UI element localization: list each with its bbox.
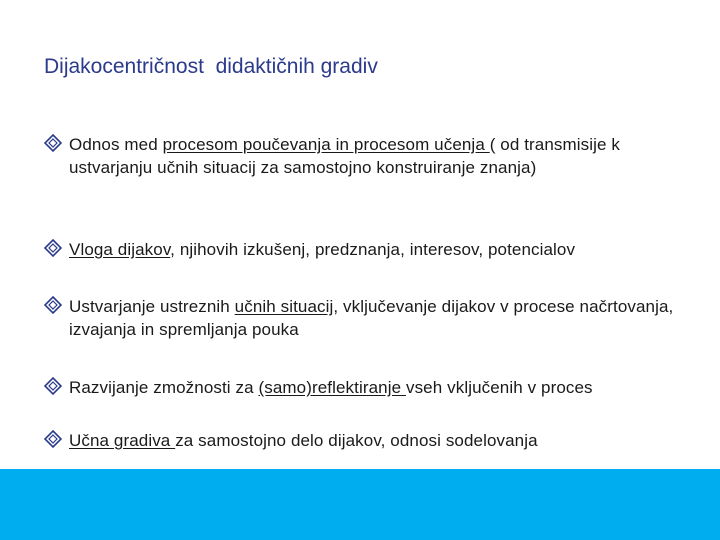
footer-accent-bar	[0, 469, 720, 540]
bullet-text-part: Odnos med	[69, 135, 163, 154]
diamond-bullet-icon	[44, 377, 62, 395]
bullet-text-part: Razvijanje zmožnosti za	[69, 378, 259, 397]
bullet-text-part: , njihovih izkušenj, predznanja, interesov, potencialov	[170, 240, 576, 259]
bullet-text-part: ( od transmisije k ustvarjanju učnih situacij za samostojno konstruiranje znanja)	[69, 135, 620, 177]
slide-title: Dijakocentričnost didaktičnih gradiv	[44, 55, 378, 78]
bullet-text	[69, 429, 694, 452]
bullet-text-part: , vključevanje dijakov v procese načrtovanja, izvajanja in spremljanja pouka	[69, 297, 674, 339]
bullet-underlined-text: (samo)reflektiranje	[258, 378, 406, 397]
bullet-text	[69, 133, 694, 179]
bullet-text-part: za samostojno delo dijakov, odnosi sodelovanja	[175, 431, 538, 450]
diamond-bullet-icon	[44, 430, 62, 448]
bullet-item	[44, 295, 694, 341]
bullet-text	[69, 376, 694, 399]
bullet-underlined-text: Vloga dijakov	[69, 240, 171, 259]
bullet-text-part: Ustvarjanje ustreznih	[69, 297, 235, 316]
bullet-item	[44, 238, 694, 261]
bullet-text-part: vseh vključenih v proces	[405, 378, 593, 397]
bullet-item	[44, 133, 694, 179]
bullet-underlined-text: Učna gradiva	[69, 431, 176, 450]
bullet-text	[69, 238, 694, 261]
diamond-bullet-icon	[44, 239, 62, 257]
diamond-bullet-icon	[44, 296, 62, 314]
bullet-item	[44, 376, 694, 399]
diamond-bullet-icon	[44, 134, 62, 152]
bullet-underlined-text: procesom poučevanja in procesom učenja	[162, 135, 490, 154]
bullet-text	[69, 295, 694, 341]
bullet-underlined-text: učnih situacij	[234, 297, 334, 316]
bullet-item	[44, 429, 694, 452]
